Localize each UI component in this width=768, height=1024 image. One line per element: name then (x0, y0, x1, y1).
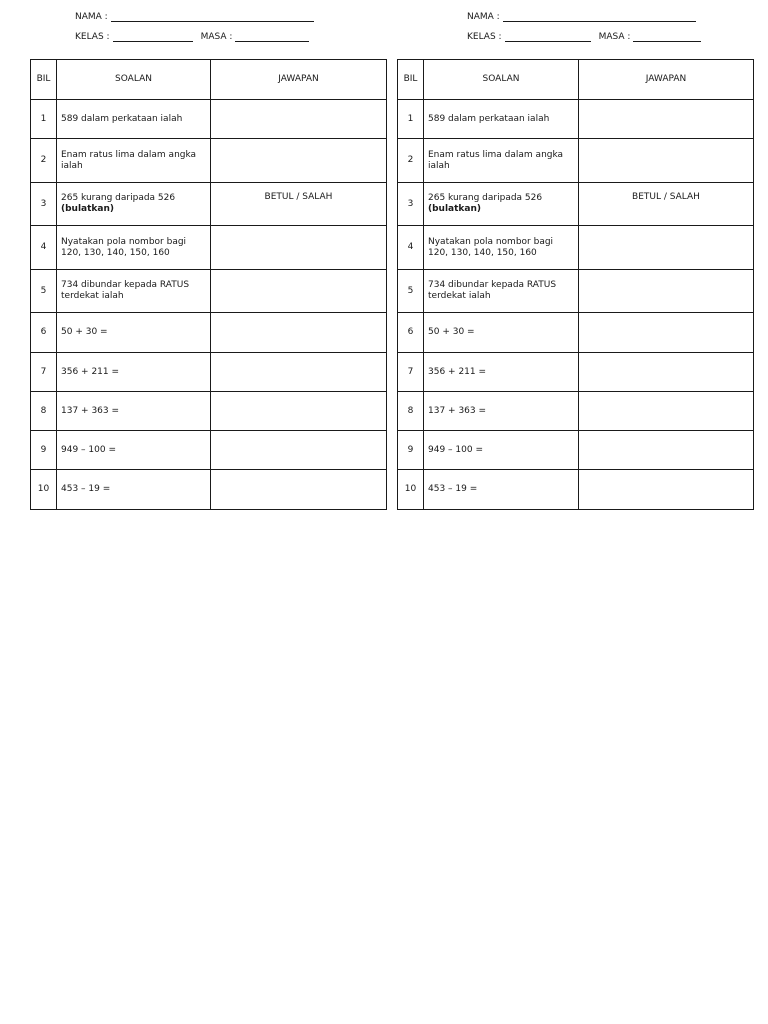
masa-field[interactable] (235, 31, 309, 42)
row-number: 8 (398, 392, 424, 431)
table-row (31, 313, 387, 353)
col-soalan: SOALAN (424, 60, 579, 100)
question-text: 589 dalam perkataan ialah (424, 100, 579, 139)
question-text: 137 + 363 = (57, 392, 211, 431)
table-row (31, 139, 387, 183)
question-note: (bulatkan) (428, 204, 482, 214)
question-text: 356 + 211 = (424, 353, 579, 392)
row-number: 5 (31, 270, 57, 313)
row-number: 2 (398, 139, 424, 183)
answer-cell[interactable] (211, 392, 387, 431)
question-table (397, 59, 754, 510)
table-row (398, 270, 754, 313)
row-number: 3 (31, 183, 57, 226)
table-row (31, 270, 387, 313)
row-number: 8 (31, 392, 57, 431)
question-table (30, 59, 387, 510)
answer-cell[interactable] (211, 100, 387, 139)
nama-line (467, 11, 696, 22)
question-text: 949 – 100 = (57, 431, 211, 470)
question-text: 356 + 211 = (57, 353, 211, 392)
question-text: 453 – 19 = (424, 470, 579, 510)
kelas-field[interactable] (113, 31, 193, 42)
row-number: 7 (398, 353, 424, 392)
answer-cell[interactable] (211, 353, 387, 392)
answer-cell[interactable] (211, 313, 387, 353)
table-row (31, 183, 387, 226)
col-bil: BIL (398, 60, 424, 100)
answer-cell[interactable] (211, 431, 387, 470)
col-jawapan: JAWAPAN (211, 60, 387, 100)
answer-cell[interactable] (579, 353, 754, 392)
answer-cell[interactable] (211, 470, 387, 510)
nama-field[interactable] (503, 11, 696, 22)
question-text: 453 – 19 = (57, 470, 211, 510)
kelas-masa-line (75, 31, 309, 42)
question-text (57, 183, 211, 226)
table-row (31, 431, 387, 470)
row-number: 2 (31, 139, 57, 183)
answer-cell[interactable] (579, 392, 754, 431)
answer-cell[interactable] (579, 100, 754, 139)
question-text: Nyatakan pola nombor bagi 120, 130, 140, 150, 160 (424, 226, 579, 270)
table-row (398, 392, 754, 431)
question-text: 949 – 100 = (424, 431, 579, 470)
question-text: 137 + 363 = (424, 392, 579, 431)
table-row (398, 100, 754, 139)
row-number: 4 (31, 226, 57, 270)
row-number: 4 (398, 226, 424, 270)
row-number: 5 (398, 270, 424, 313)
table-row (398, 353, 754, 392)
question-main: 265 kurang daripada 526 (428, 193, 543, 203)
answer-cell[interactable] (211, 139, 387, 183)
row-number: 6 (398, 313, 424, 353)
answer-cell[interactable] (579, 470, 754, 510)
masa-label: MASA : (598, 32, 631, 42)
table-row (31, 100, 387, 139)
row-number: 10 (398, 470, 424, 510)
table-row (398, 139, 754, 183)
question-text: 50 + 30 = (424, 313, 579, 353)
table-row (31, 226, 387, 270)
question-main: 265 kurang daripada 526 (61, 193, 176, 203)
question-text (424, 183, 579, 226)
question-text: 589 dalam perkataan ialah (57, 100, 211, 139)
answer-cell[interactable]: BETUL / SALAH (579, 183, 754, 226)
row-number: 3 (398, 183, 424, 226)
col-soalan: SOALAN (57, 60, 211, 100)
kelas-field[interactable] (505, 31, 591, 42)
table-row (31, 392, 387, 431)
nama-field[interactable] (111, 11, 314, 22)
row-number: 9 (31, 431, 57, 470)
nama-label: NAMA : (467, 12, 500, 22)
answer-cell[interactable] (579, 226, 754, 270)
question-note: (bulatkan) (61, 204, 115, 214)
row-number: 7 (31, 353, 57, 392)
answer-cell[interactable] (211, 270, 387, 313)
table-row (398, 313, 754, 353)
answer-cell[interactable] (579, 313, 754, 353)
row-number: 9 (398, 431, 424, 470)
masa-field[interactable] (633, 31, 701, 42)
masa-label: MASA : (200, 32, 233, 42)
col-bil: BIL (31, 60, 57, 100)
answer-cell[interactable] (211, 226, 387, 270)
nama-line (75, 11, 314, 22)
kelas-label: KELAS : (75, 32, 110, 42)
row-number: 10 (31, 470, 57, 510)
col-jawapan: JAWAPAN (579, 60, 754, 100)
answer-cell[interactable] (579, 431, 754, 470)
table-row (398, 183, 754, 226)
row-number: 6 (31, 313, 57, 353)
row-number: 1 (31, 100, 57, 139)
table-row (31, 470, 387, 510)
question-text: 734 dibundar kepada RATUS terdekat ialah (424, 270, 579, 313)
kelas-masa-line (467, 31, 701, 42)
question-text: Nyatakan pola nombor bagi 120, 130, 140, 150, 160 (57, 226, 211, 270)
question-text: 734 dibundar kepada RATUS terdekat ialah (57, 270, 211, 313)
answer-cell[interactable]: BETUL / SALAH (211, 183, 387, 226)
question-text: Enam ratus lima dalam angka ialah (57, 139, 211, 183)
answer-cell[interactable] (579, 270, 754, 313)
table-row (398, 470, 754, 510)
kelas-label: KELAS : (467, 32, 502, 42)
nama-label: NAMA : (75, 12, 108, 22)
question-text: Enam ratus lima dalam angka ialah (424, 139, 579, 183)
row-number: 1 (398, 100, 424, 139)
table-row (398, 226, 754, 270)
table-row (398, 431, 754, 470)
table-row (31, 353, 387, 392)
question-text: 50 + 30 = (57, 313, 211, 353)
answer-cell[interactable] (579, 139, 754, 183)
